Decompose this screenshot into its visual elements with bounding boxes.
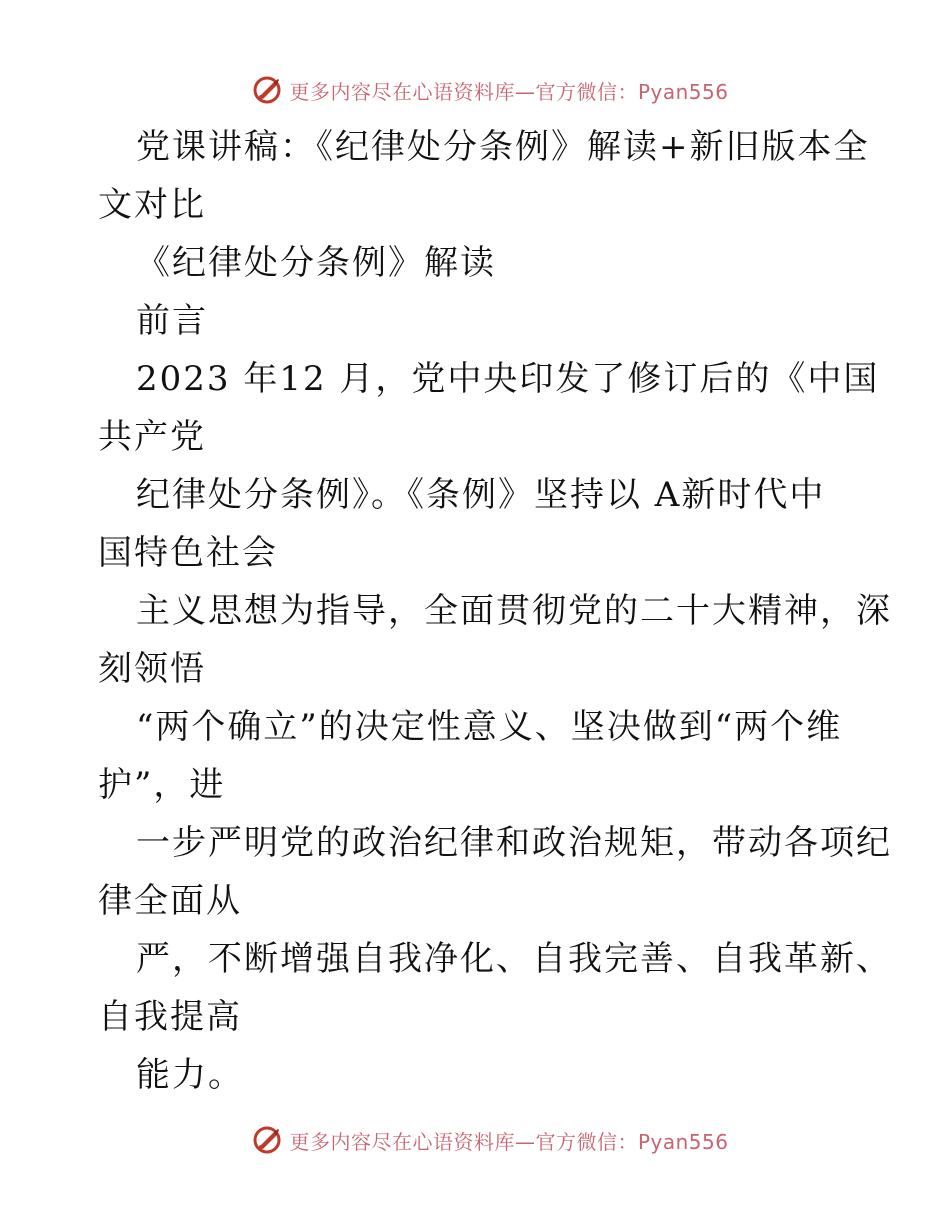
document-title-line-1: 党课讲稿：《纪律处分条例》解读+新旧版本全 xyxy=(136,127,870,167)
document-body xyxy=(98,118,892,1104)
pen-logo-icon xyxy=(251,1124,283,1156)
section-heading-preface: 前言 xyxy=(136,301,208,341)
paragraph-line: 国特色社会 xyxy=(98,533,278,573)
pen-logo-icon xyxy=(251,74,283,106)
document-subtitle: 《纪律处分条例》解读 xyxy=(136,243,496,283)
footer-banner-text: 更多内容尽在心语资料库—官方微信：Pyan556 xyxy=(289,1129,729,1154)
paragraph-line: 护”，进 xyxy=(98,765,226,805)
paragraph-line: 律全面从 xyxy=(98,881,242,921)
paragraph-line: 主义思想为指导，全面贯彻党的二十大精神，深 xyxy=(136,591,892,631)
paragraph-line: “两个确立”的决定性意义、坚决做到“两个维 xyxy=(136,707,843,747)
document-title-line-2: 文对比 xyxy=(98,185,206,225)
paragraph-line: 自我提高 xyxy=(98,997,242,1037)
paragraph-line: 纪律处分条例》。《条例》坚持以 A新时代中 xyxy=(136,475,826,515)
header-banner xyxy=(0,70,950,110)
header-banner-text: 更多内容尽在心语资料库—官方微信：Pyan556 xyxy=(289,79,729,104)
paragraph-line: 能力。 xyxy=(136,1055,244,1095)
footer-banner xyxy=(0,1120,950,1160)
paragraph-line: 严，不断增强自我净化、自我完善、自我革新、 xyxy=(136,939,892,979)
paragraph-line: 一步严明党的政治纪律和政治规矩，带动各项纪 xyxy=(136,823,892,863)
paragraph-line: 刻领悟 xyxy=(98,649,206,689)
paragraph-line: 2023 年12 月，党中央印发了修订后的《中国 xyxy=(136,359,880,399)
paragraph-line: 共产党 xyxy=(98,417,206,457)
